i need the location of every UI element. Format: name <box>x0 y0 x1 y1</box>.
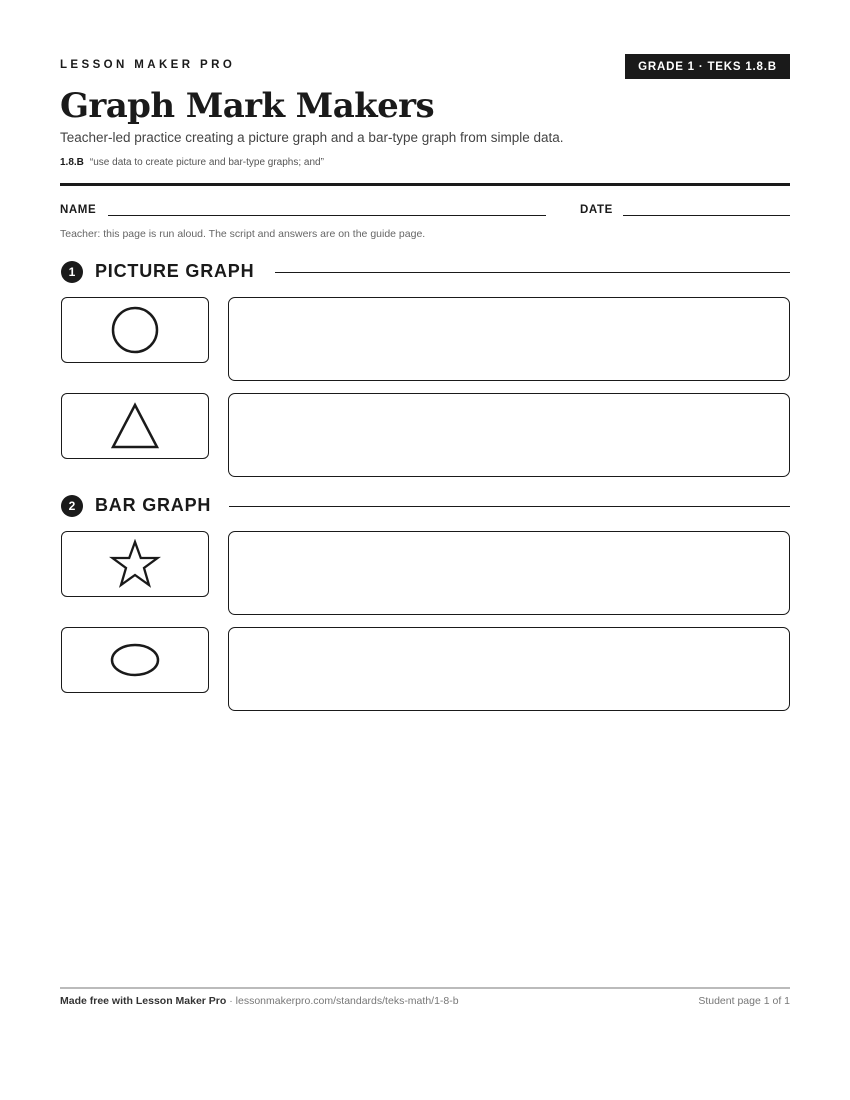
section-rule-1 <box>275 272 790 273</box>
answer-box-star[interactable] <box>228 531 790 615</box>
icon-box-circle <box>61 297 209 363</box>
icon-box-star <box>61 531 209 597</box>
standard-text: “use data to create picture and bar-type graphs; and” <box>89 157 324 168</box>
section-number-1: 1 <box>61 261 83 283</box>
name-label: NAME <box>60 204 97 216</box>
icon-box-oval <box>61 627 209 693</box>
section-title-picture-graph: PICTURE GRAPH <box>95 261 255 281</box>
triangle-icon <box>110 402 160 450</box>
footer-url[interactable]: lessonmakerpro.com/standards/teks-math/1-8-b <box>235 995 459 1007</box>
page-title: Graph Mark Makers <box>60 86 434 126</box>
footer-credit <box>60 995 459 1007</box>
circle-icon <box>111 306 159 354</box>
icon-box-triangle <box>61 393 209 459</box>
section-rule-2 <box>229 506 790 507</box>
date-field[interactable] <box>623 215 790 216</box>
standard-line <box>60 157 324 168</box>
brand-name: LESSON MAKER PRO <box>60 59 236 71</box>
footer-divider <box>60 987 790 989</box>
section-title-bar-graph: BAR GRAPH <box>95 495 212 515</box>
standard-code: 1.8.B <box>60 157 84 168</box>
footer-page-label: Student page 1 of 1 <box>698 995 790 1007</box>
answer-box-triangle[interactable] <box>228 393 790 477</box>
footer-made-with: Made free with Lesson Maker Pro <box>60 995 227 1007</box>
footer-separator: · <box>226 995 236 1007</box>
teacher-note: Teacher: this page is run aloud. The script and answers are on the guide page. <box>60 228 426 240</box>
answer-box-circle[interactable] <box>228 297 790 381</box>
star-icon <box>109 539 161 589</box>
answer-box-oval[interactable] <box>228 627 790 711</box>
date-label: DATE <box>580 204 613 216</box>
section-number-2: 2 <box>61 495 83 517</box>
header-divider <box>60 183 790 186</box>
grade-badge: GRADE 1 · TEKS 1.8.B <box>625 54 790 79</box>
oval-icon <box>109 642 161 678</box>
page-subtitle: Teacher-led practice creating a picture graph and a bar-type graph from simple data. <box>60 130 564 145</box>
name-field[interactable] <box>108 215 546 216</box>
